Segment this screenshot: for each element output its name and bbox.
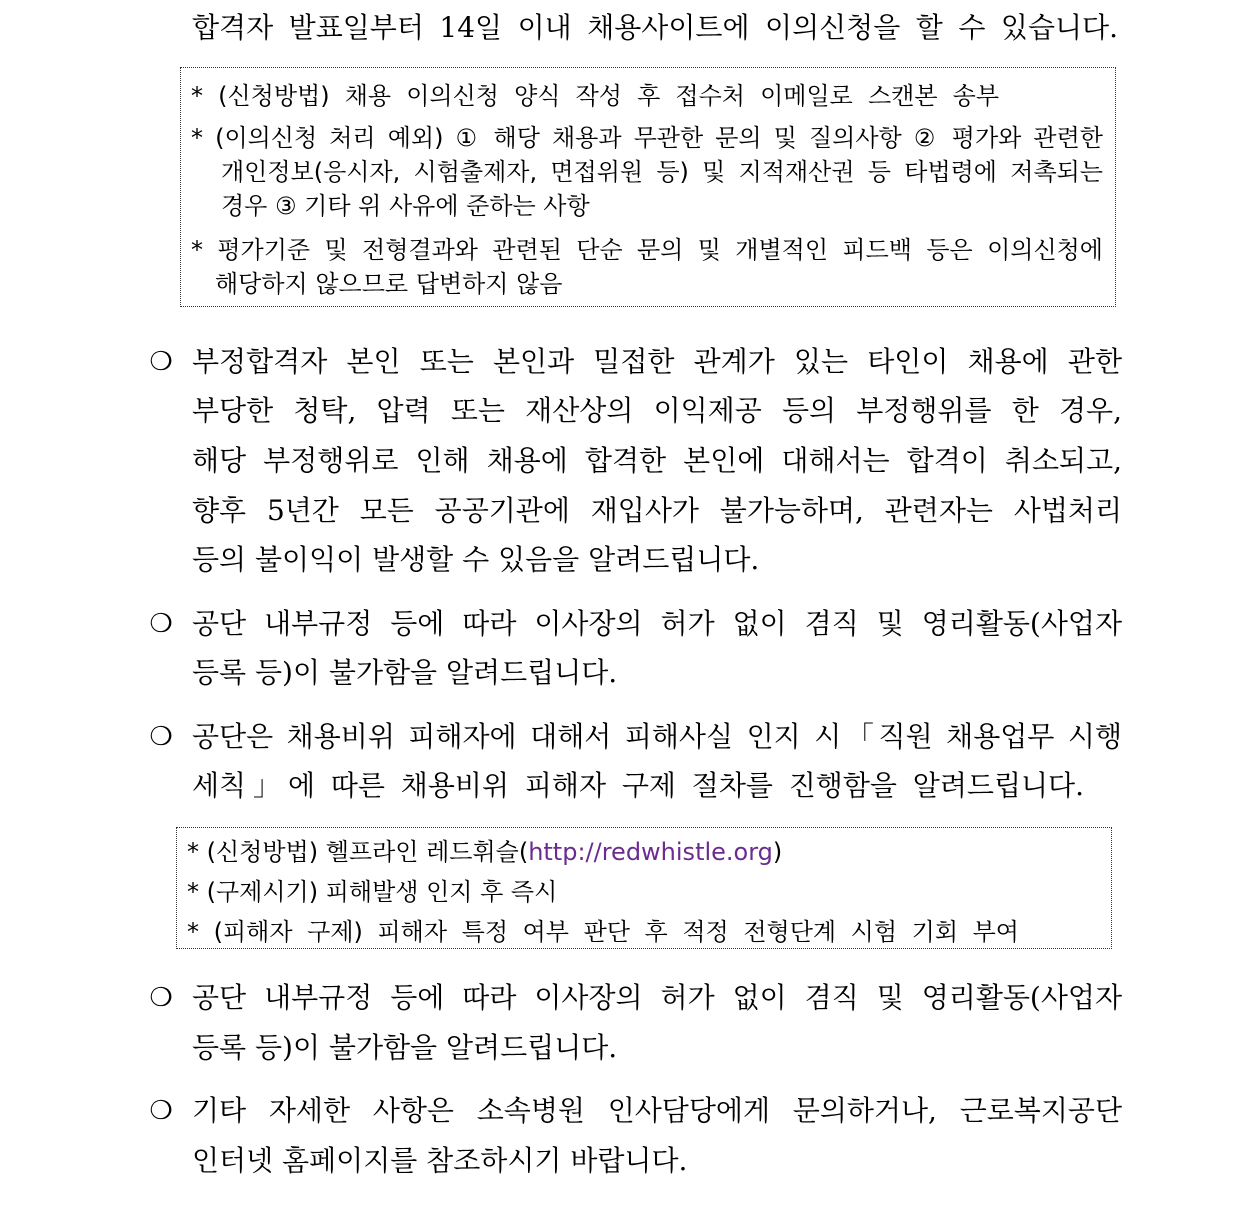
paragraph-line: 인터넷 홈페이지를 참조하시기 바랍니다. [192, 1144, 688, 1177]
note-line: * 평가기준 및 전형결과와 관련된 단순 문의 및 개별적인 피드백 등은 이의신청에 [191, 236, 1103, 264]
note-line: 해당하지 않으므로 답변하지 않음 [215, 270, 563, 298]
paragraph-line: 세칙」에 따른 채용비위 피해자 구제 절차를 진행함을 알려드립니다. [192, 769, 1084, 802]
paragraph-line: 부정합격자 본인 또는 본인과 밀접한 관계가 있는 타인이 채용에 관한 [192, 345, 1122, 378]
bullet-icon: ❍ [149, 983, 173, 1013]
relief-note-box [176, 827, 1112, 949]
note-line: * (이의신청 처리 예외) ① 해당 채용과 무관한 문의 및 질의사항 ② 평가와 관련한 [191, 124, 1103, 152]
note-line: 경우 ③ 기타 위 사유에 준하는 사항 [221, 192, 590, 220]
note-line: * (피해자 구제) 피해자 특정 여부 판단 후 적정 전형단계 시험 기회 부여 [187, 918, 1019, 946]
bullet-icon: ❍ [149, 722, 173, 752]
note-line-suffix: ) [772, 838, 783, 866]
paragraph-line: 공단은 채용비위 피해자에 대해서 피해사실 인지 시「직원 채용업무 시행 [192, 720, 1122, 753]
paragraph-line: 해당 부정행위로 인해 채용에 합격한 본인에 대해서는 합격이 취소되고, [192, 444, 1122, 477]
intro-text: 합격자 발표일부터 14일 이내 채용사이트에 이의신청을 할 수 있습니다. [192, 11, 1118, 44]
note-line: * (구제시기) 피해발생 인지 후 즉시 [187, 878, 558, 906]
paragraph-line: 등록 등)이 불가함을 알려드립니다. [192, 1031, 618, 1064]
note-line: * (신청방법) 채용 이의신청 양식 작성 후 접수처 이메일로 스캔본 송부 [191, 82, 999, 110]
paragraph-line: 공단 내부규정 등에 따라 이사장의 허가 없이 겸직 및 영리활동(사업자 [192, 607, 1122, 640]
paragraph-line: 등의 불이익이 발생할 수 있음을 알려드립니다. [192, 543, 760, 576]
objection-note-box [180, 67, 1116, 307]
redwhistle-link[interactable]: http://redwhistle.org [528, 838, 773, 866]
note-line-prefix: * (신청방법) 헬프라인 레드휘슬( [187, 838, 529, 866]
bullet-icon: ❍ [149, 347, 173, 377]
note-line: 개인정보(응시자, 시험출제자, 면접위원 등) 및 지적재산권 등 타법령에 저촉되는 [221, 158, 1103, 186]
bullet-icon: ❍ [149, 1096, 173, 1126]
paragraph-line: 기타 자세한 사항은 소속병원 인사담당에게 문의하거나, 근로복지공단 [192, 1094, 1122, 1127]
paragraph-line: 공단 내부규정 등에 따라 이사장의 허가 없이 겸직 및 영리활동(사업자 [192, 981, 1122, 1014]
paragraph-line: 향후 5년간 모든 공공기관에 재입사가 불가능하며, 관련자는 사법처리 [192, 494, 1122, 527]
bullet-icon: ❍ [149, 609, 173, 639]
paragraph-line: 부당한 청탁, 압력 또는 재산상의 이익제공 등의 부정행위를 한 경우, [192, 394, 1122, 427]
note-line [187, 836, 782, 868]
paragraph-line: 등록 등)이 불가함을 알려드립니다. [192, 656, 618, 689]
